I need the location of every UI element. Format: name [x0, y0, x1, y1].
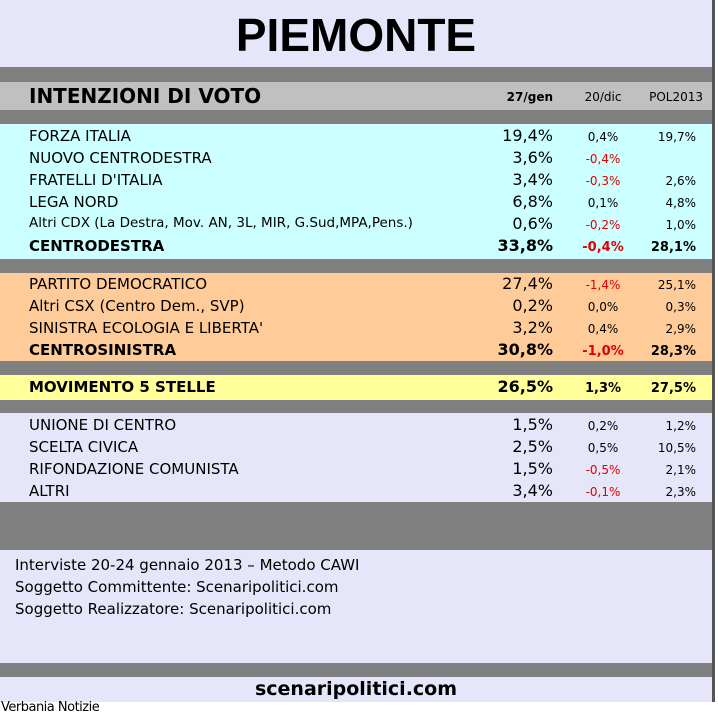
change-20dic: -0,5%: [585, 463, 621, 477]
table-row: [0, 235, 712, 257]
col-header-pol2013: POL2013: [649, 90, 703, 104]
party-name: NUOVO CENTRODESTRA: [29, 149, 212, 167]
table-row: [0, 480, 712, 502]
pol2013: 19,7%: [657, 130, 696, 144]
divider: [0, 361, 712, 375]
table-row: [0, 317, 712, 339]
pol2013: 0,3%: [665, 300, 696, 314]
divider: [0, 400, 712, 413]
table-row: [0, 125, 712, 147]
vote-27gen: 6,8%: [512, 192, 553, 211]
pol2013: 10,5%: [657, 441, 696, 455]
vote-27gen: 26,5%: [497, 377, 553, 396]
divider: [0, 502, 712, 550]
vote-27gen: 33,8%: [497, 236, 553, 255]
table-row: [0, 147, 712, 169]
vote-27gen: 30,8%: [497, 340, 553, 359]
vote-27gen: 3,2%: [512, 318, 553, 337]
divider: [0, 663, 712, 677]
credit: Verbania Notizie: [1, 700, 100, 715]
change-20dic: 1,3%: [584, 381, 622, 396]
vote-27gen: 0,2%: [512, 296, 553, 315]
table-row: [0, 273, 712, 295]
vote-27gen: 3,6%: [512, 148, 553, 167]
site-name: scenaripolitici.com: [0, 677, 712, 702]
section-centrosinistra: [0, 273, 712, 361]
party-name: CENTRODESTRA: [29, 237, 165, 255]
pol2013: 28,3%: [650, 344, 696, 359]
party-name: Altri CDX (La Destra, Mov. AN, 3L, MIR, G.Sud,MPA,Pens.): [29, 215, 413, 231]
party-name: UNIONE DI CENTRO: [29, 416, 177, 434]
party-name: FRATELLI D'ITALIA: [29, 171, 163, 189]
table-header: [0, 82, 712, 110]
party-name: SCELTA CIVICA: [29, 438, 139, 456]
section-centrodestra: [0, 124, 712, 259]
party-name: PARTITO DEMOCRATICO: [29, 275, 208, 293]
vote-27gen: 2,5%: [512, 437, 553, 456]
header-label: INTENZIONI DI VOTO: [29, 84, 262, 108]
table-row: [0, 169, 712, 191]
table-row: [0, 339, 712, 361]
change-20dic: -0,4%: [582, 240, 624, 255]
col-header-27gen: 27/gen: [506, 90, 553, 104]
pol2013: 27,5%: [650, 381, 696, 396]
divider: [0, 110, 712, 124]
table-row: [0, 213, 712, 235]
vote-27gen: 27,4%: [502, 274, 553, 293]
change-20dic: 0,1%: [587, 196, 619, 210]
pol2013: 25,1%: [657, 278, 696, 292]
change-20dic: -1,0%: [582, 344, 624, 359]
table-row: [0, 414, 712, 436]
table-row: [0, 436, 712, 458]
vote-27gen: 0,6%: [512, 214, 553, 233]
change-20dic: 0,2%: [587, 419, 619, 433]
divider: [0, 67, 712, 82]
change-20dic: -0,4%: [585, 152, 621, 166]
party-name: ALTRI: [29, 482, 70, 500]
vote-27gen: 1,5%: [512, 415, 553, 434]
party-name: Altri CSX (Centro Dem., SVP): [29, 297, 245, 315]
change-20dic: -0,1%: [585, 485, 621, 499]
party-name: LEGA NORD: [29, 193, 119, 211]
notes: [0, 550, 712, 663]
note-committente: Soggetto Committente: Scenaripolitici.com: [15, 578, 339, 596]
pol2013: 1,2%: [665, 419, 696, 433]
party-name: MOVIMENTO 5 STELLE: [29, 378, 216, 396]
party-name: SINISTRA ECOLOGIA E LIBERTA': [29, 319, 264, 337]
pol2013: 2,1%: [665, 463, 696, 477]
section-altri: [0, 413, 712, 502]
vote-27gen: 19,4%: [502, 126, 553, 145]
change-20dic: -1,4%: [585, 278, 621, 292]
change-20dic: 0,4%: [587, 322, 619, 336]
pol2013: 4,8%: [665, 196, 696, 210]
page-title: PIEMONTE: [0, 0, 712, 67]
pol2013: 2,3%: [665, 485, 696, 499]
col-header-20dic: 20/dic: [584, 90, 622, 104]
table-row: [0, 191, 712, 213]
note-interviste: Interviste 20-24 gennaio 2013 – Metodo CAWI: [15, 556, 360, 574]
party-name: FORZA ITALIA: [29, 127, 131, 145]
table-row: [0, 458, 712, 480]
change-20dic: 0,0%: [587, 300, 619, 314]
change-20dic: 0,4%: [587, 130, 619, 144]
pol2013: 2,6%: [665, 174, 696, 188]
change-20dic: 0,5%: [587, 441, 619, 455]
pol2013: 2,9%: [665, 322, 696, 336]
table-row: [0, 295, 712, 317]
table-row: [0, 376, 712, 398]
divider: [0, 259, 712, 273]
pol2013: 28,1%: [650, 240, 696, 255]
note-realizzatore: Soggetto Realizzatore: Scenaripolitici.com: [15, 600, 332, 618]
party-name: CENTROSINISTRA: [29, 341, 177, 359]
party-name: RIFONDAZIONE COMUNISTA: [29, 460, 239, 478]
vote-27gen: 3,4%: [512, 170, 553, 189]
vote-27gen: 3,4%: [512, 481, 553, 500]
change-20dic: -0,3%: [585, 174, 621, 188]
pol2013: 1,0%: [665, 218, 696, 232]
vote-27gen: 1,5%: [512, 459, 553, 478]
section-m5s: [0, 375, 712, 400]
change-20dic: -0,2%: [585, 218, 621, 232]
